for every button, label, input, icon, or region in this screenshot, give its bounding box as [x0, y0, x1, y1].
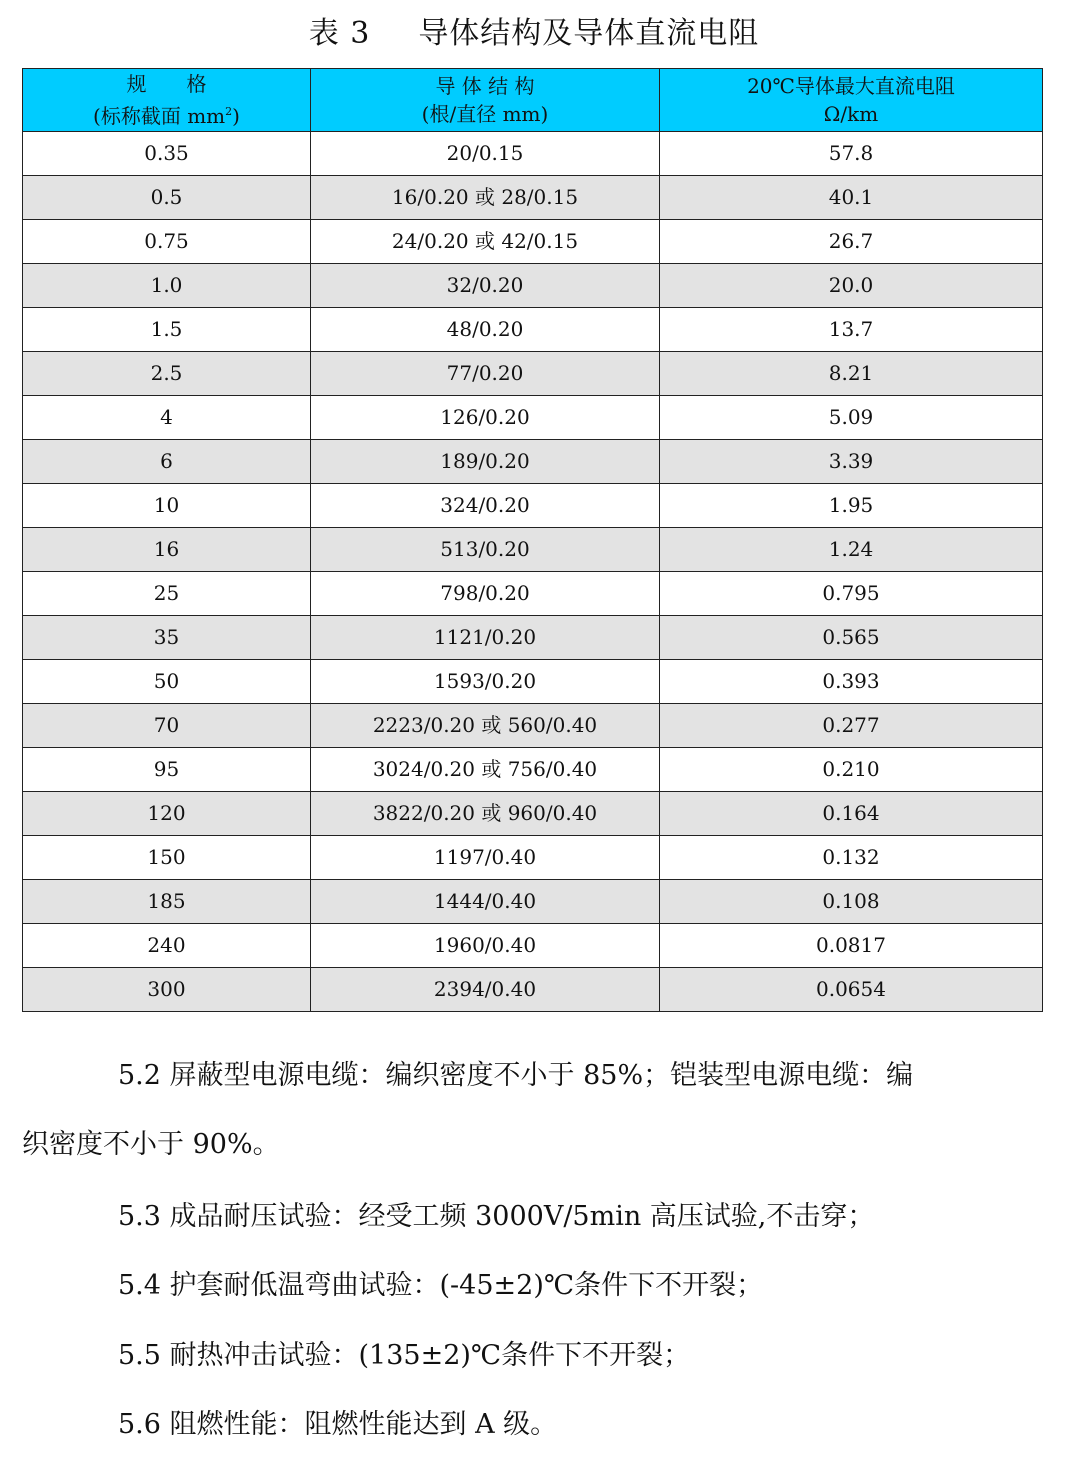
cell-dc-resistance: 40.1 — [660, 176, 1043, 220]
table-row — [23, 836, 1043, 880]
cell-dc-resistance: 0.565 — [660, 616, 1043, 660]
table-row — [23, 528, 1043, 572]
cell-dc-resistance: 0.132 — [660, 836, 1043, 880]
cell-conductor-structure: 798/0.20 — [311, 572, 660, 616]
header-conductor-structure — [311, 69, 660, 132]
header-nominal-section-title: 规 格 — [126, 72, 207, 96]
cell-nominal-section: 120 — [23, 792, 311, 836]
paragraph-5-2-continued: 织密度不小于 90%。 — [22, 1129, 280, 1160]
cell-nominal-section: 0.5 — [23, 176, 311, 220]
cell-nominal-section: 16 — [23, 528, 311, 572]
cell-dc-resistance: 0.0817 — [660, 924, 1043, 968]
table-row — [23, 308, 1043, 352]
cell-dc-resistance: 8.21 — [660, 352, 1043, 396]
header-conductor-structure-unit: (根/直径 mm) — [421, 102, 549, 126]
cell-dc-resistance: 3.39 — [660, 440, 1043, 484]
header-nominal-section — [23, 69, 311, 132]
cell-conductor-structure: 24/0.20 或 42/0.15 — [311, 220, 660, 264]
table-row — [23, 660, 1043, 704]
paragraph-5-6: 5.6 阻燃性能：阻燃性能达到 A 级。 — [118, 1409, 558, 1440]
header-conductor-structure-title: 导 体 结 构 — [435, 74, 535, 98]
cell-conductor-structure: 324/0.20 — [311, 484, 660, 528]
cell-conductor-structure: 3024/0.20 或 756/0.40 — [311, 748, 660, 792]
cell-nominal-section: 240 — [23, 924, 311, 968]
table-row — [23, 352, 1043, 396]
cell-conductor-structure: 2223/0.20 或 560/0.40 — [311, 704, 660, 748]
table-row — [23, 440, 1043, 484]
cell-dc-resistance: 26.7 — [660, 220, 1043, 264]
table-row — [23, 748, 1043, 792]
cell-conductor-structure: 189/0.20 — [311, 440, 660, 484]
table-body — [23, 132, 1043, 1012]
cell-nominal-section: 95 — [23, 748, 311, 792]
cell-dc-resistance: 0.277 — [660, 704, 1043, 748]
table-row — [23, 264, 1043, 308]
cell-conductor-structure: 77/0.20 — [311, 352, 660, 396]
paragraph-5-3: 5.3 成品耐压试验：经受工频 3000V/5min 高压试验,不击穿； — [118, 1201, 875, 1232]
cell-dc-resistance: 57.8 — [660, 132, 1043, 176]
cell-dc-resistance: 0.210 — [660, 748, 1043, 792]
cell-dc-resistance: 0.393 — [660, 660, 1043, 704]
cell-nominal-section: 70 — [23, 704, 311, 748]
header-unit-superscript: 2 — [225, 105, 233, 118]
cell-dc-resistance: 5.09 — [660, 396, 1043, 440]
header-unit-close: ) — [232, 104, 240, 128]
table-row — [23, 572, 1043, 616]
cell-conductor-structure: 32/0.20 — [311, 264, 660, 308]
cell-nominal-section: 4 — [23, 396, 311, 440]
cell-conductor-structure: 1444/0.40 — [311, 880, 660, 924]
cell-dc-resistance: 1.24 — [660, 528, 1043, 572]
table-caption-title: 导体结构及导体直流电阻 — [418, 16, 760, 51]
cell-dc-resistance: 1.95 — [660, 484, 1043, 528]
cell-dc-resistance: 0.795 — [660, 572, 1043, 616]
cell-conductor-structure: 2394/0.40 — [311, 968, 660, 1012]
table-row — [23, 880, 1043, 924]
cell-nominal-section: 0.35 — [23, 132, 311, 176]
cell-conductor-structure: 126/0.20 — [311, 396, 660, 440]
cell-nominal-section: 150 — [23, 836, 311, 880]
cell-conductor-structure: 1197/0.40 — [311, 836, 660, 880]
table-row — [23, 220, 1043, 264]
cell-nominal-section: 1.5 — [23, 308, 311, 352]
table-row — [23, 176, 1043, 220]
cell-nominal-section: 6 — [23, 440, 311, 484]
cell-dc-resistance: 0.108 — [660, 880, 1043, 924]
cell-conductor-structure: 48/0.20 — [311, 308, 660, 352]
cell-conductor-structure: 1121/0.20 — [311, 616, 660, 660]
cell-conductor-structure: 16/0.20 或 28/0.15 — [311, 176, 660, 220]
table-header-row — [23, 69, 1043, 132]
table-row — [23, 704, 1043, 748]
cell-nominal-section: 25 — [23, 572, 311, 616]
cell-nominal-section: 10 — [23, 484, 311, 528]
paragraph-5-4: 5.4 护套耐低温弯曲试验：(-45±2)℃条件下不开裂； — [118, 1270, 764, 1301]
table-caption-label: 表 3 — [308, 16, 371, 51]
table-row — [23, 484, 1043, 528]
cell-nominal-section: 300 — [23, 968, 311, 1012]
cell-nominal-section: 0.75 — [23, 220, 311, 264]
header-max-dc-resistance-unit: Ω/km — [823, 102, 879, 126]
cell-conductor-structure: 3822/0.20 或 960/0.40 — [311, 792, 660, 836]
cell-nominal-section: 2.5 — [23, 352, 311, 396]
cell-nominal-section: 50 — [23, 660, 311, 704]
conductor-resistance-table — [22, 68, 1043, 1012]
cell-dc-resistance: 0.0654 — [660, 968, 1043, 1012]
header-nominal-section-unit — [23, 98, 310, 130]
cell-conductor-structure: 1593/0.20 — [311, 660, 660, 704]
cell-nominal-section: 35 — [23, 616, 311, 660]
header-max-dc-resistance-title: 20℃导体最大直流电阻 — [747, 74, 955, 98]
table-row — [23, 396, 1043, 440]
cell-conductor-structure: 1960/0.40 — [311, 924, 660, 968]
paragraph-5-2: 5.2 屏蔽型电源电缆：编织密度不小于 85%；铠装型电源电缆：编 — [118, 1060, 914, 1091]
header-max-dc-resistance — [660, 69, 1043, 132]
cell-dc-resistance: 0.164 — [660, 792, 1043, 836]
table-row — [23, 616, 1043, 660]
table-row — [23, 132, 1043, 176]
cell-dc-resistance: 20.0 — [660, 264, 1043, 308]
cell-dc-resistance: 13.7 — [660, 308, 1043, 352]
cell-nominal-section: 1.0 — [23, 264, 311, 308]
cell-conductor-structure: 513/0.20 — [311, 528, 660, 572]
table-caption — [0, 14, 1068, 54]
cell-nominal-section: 185 — [23, 880, 311, 924]
table-row — [23, 792, 1043, 836]
paragraph-5-5: 5.5 耐热冲击试验：(135±2)℃条件下不开裂； — [118, 1340, 691, 1371]
cell-conductor-structure: 20/0.15 — [311, 132, 660, 176]
table-row — [23, 924, 1043, 968]
header-unit-text: (标称截面 mm — [93, 104, 226, 128]
table-row — [23, 968, 1043, 1012]
